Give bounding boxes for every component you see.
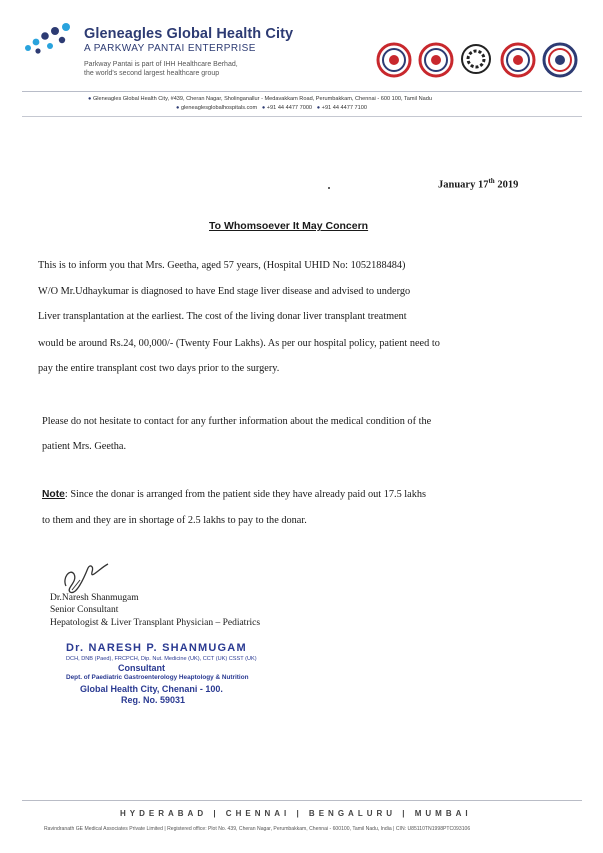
signature-scribble-icon	[60, 558, 120, 598]
body-line: would be around Rs.24, 00,000/- (Twenty Four Lakhs). As per our hospital policy, patient need to	[38, 338, 440, 349]
signatory-dept: Hepatologist & Liver Transplant Physician – Pediatrics	[50, 618, 261, 628]
group-line-2: the world's second largest healthcare group	[84, 70, 220, 77]
note-line: Note: Since the donar is arranged from the patient side they have already paid out 17.5 lakhs	[42, 489, 427, 500]
header-bottom-divider	[22, 116, 582, 117]
letter-date: January 17th 2019	[438, 177, 519, 191]
header-divider	[22, 91, 582, 92]
globe-icon: ●	[176, 105, 180, 111]
phone-2: +91 44 4477 7100	[321, 105, 367, 111]
note-line: to them and they are in shortage of 2.5 lakhs to pay to the donar.	[42, 515, 307, 526]
body-line: W/O Mr.Udhaykumar is diagnosed to have End stage liver disease and advised to undergo	[38, 286, 411, 297]
stamp-name: Dr. NARESH P. SHANMUGAM	[66, 642, 247, 654]
body-line: pay the entire transplant cost two days prior to the surgery.	[38, 363, 280, 374]
stamp-dept: Dept. of Paediatric Gastroenterology Heaptology & Nutrition	[66, 674, 249, 681]
signatory-title: Senior Consultant	[50, 605, 119, 615]
phone-1: +91 44 4477 7000	[266, 105, 313, 111]
note-label: Note	[42, 489, 65, 500]
body-line: Liver transplantation at the earliest. The cost of the living donar liver transplant treatment	[38, 311, 407, 322]
website-link[interactable]: gleneaglesglobalhospitals.com	[180, 105, 258, 111]
footer-cities: HYDERABAD | CHENNAI | BENGALURU | MUMBAI	[120, 809, 472, 818]
body-line: Please do not hesitate to contact for any further information about the medical condition of the	[42, 416, 432, 427]
stamp-hospital: Global Health City, Chenani - 100.	[80, 684, 223, 694]
letter-subject: To Whomsoever It May Concern	[209, 220, 369, 232]
location-pin-icon: ●	[88, 96, 92, 102]
accreditation-badges	[376, 42, 584, 82]
phone-icon: ●	[261, 105, 266, 111]
contact-line	[176, 105, 367, 111]
accreditation-badge-icon	[502, 44, 534, 76]
hospital-name: Gleneagles Global Health City	[84, 26, 294, 42]
group-line-1: Parkway Pantai is part of IHH Healthcare Berhad,	[84, 61, 238, 68]
hospital-address: ● Gleneagles Global Health City, #439, Cheran Nagar, Sholinganallur - Medavakkam Road, Perumbakkam, Chennai - 600 100, Tamil Nadu	[88, 96, 432, 102]
footer-divider	[22, 800, 582, 801]
stamp-reg: Reg. No. 59031	[121, 695, 186, 705]
accreditation-badge-icon	[378, 44, 410, 76]
stamp-qualifications: DCH, DNB (Paed), FRCPCH, Dip. Nut. Medicine (UK), CCT (UK) CSST (UK)	[66, 656, 257, 662]
body-line: patient Mrs. Geetha.	[42, 441, 127, 452]
accreditation-badge-icon	[420, 44, 452, 76]
nabl-badge-icon	[462, 45, 490, 73]
footer-legal: Ravindranath GE Medical Associates Private Limited | Registered office: Plot No. 439, Cheran Nagar, Perumbakkam, Chennai - 600100, Tamil Nadu, India | CIN: U85110TN1998PTC093106	[44, 826, 471, 832]
signatory-name: Dr.Naresh Shanmugam	[50, 593, 139, 603]
speck	[328, 187, 330, 189]
stamp-role: Consultant	[118, 663, 165, 673]
fax-icon: ●	[316, 105, 321, 111]
accreditation-badge-icon	[544, 44, 576, 76]
gleneagles-logo-icon	[22, 22, 74, 58]
body-line: This is to inform you that Mrs. Geetha, aged 57 years, (Hospital UHID No: 1052188484)	[38, 260, 406, 271]
enterprise-tagline: A PARKWAY PANTAI ENTERPRISE	[84, 43, 256, 54]
